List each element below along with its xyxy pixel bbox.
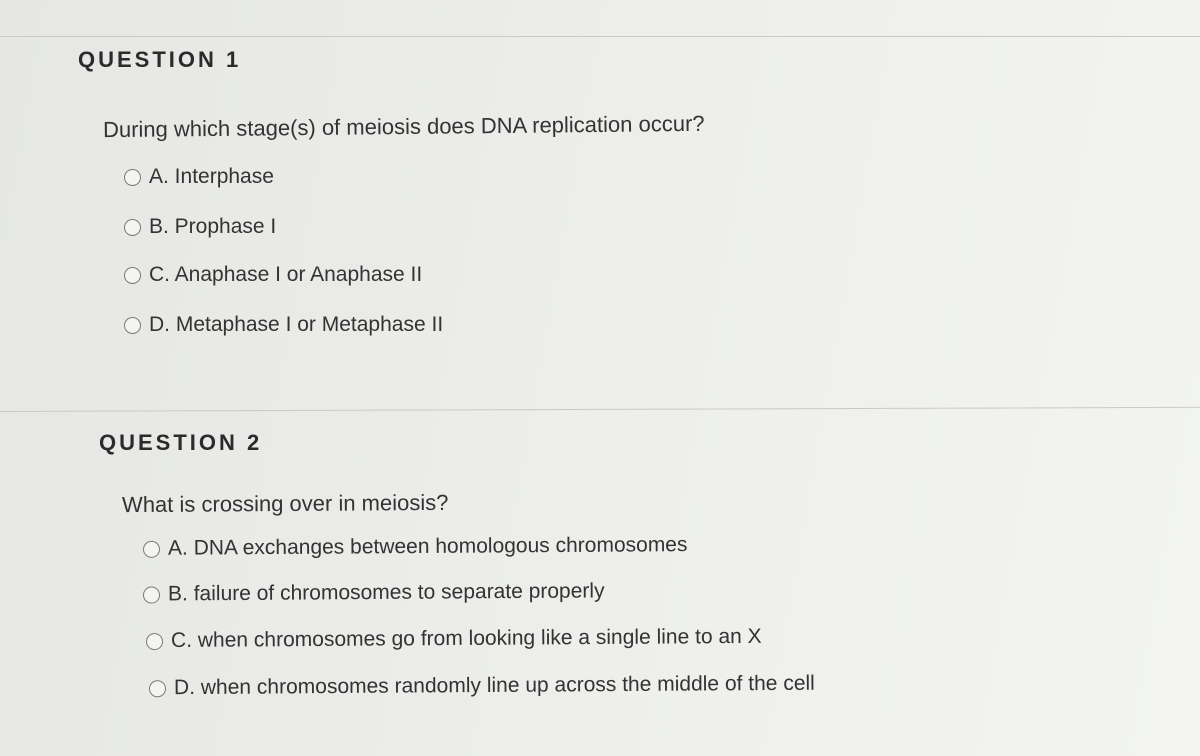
radio-button-icon[interactable] (143, 586, 160, 603)
question-1-option-a[interactable] (124, 165, 274, 189)
option-label: B. failure of chromosomes to separate properly (167, 579, 605, 606)
question-2-option-c[interactable] (146, 625, 762, 653)
option-label: C. when chromosomes go from looking like a single line to an X (170, 624, 762, 652)
question-2-option-b[interactable] (143, 579, 605, 606)
option-label: A. DNA exchanges between homologous chromosomes (167, 533, 688, 560)
option-label: A. Interphase (149, 165, 274, 188)
radio-button-icon[interactable] (146, 633, 163, 650)
option-label: D. when chromosomes randomly line up across the middle of the cell (173, 671, 815, 700)
radio-button-icon[interactable] (124, 317, 141, 334)
question-1-prompt: During which stage(s) of meiosis does DNA replication occur? (102, 110, 705, 143)
question-1-option-c[interactable] (124, 263, 422, 287)
question-2-heading: QUESTION 2 (99, 430, 263, 455)
option-label: D. Metaphase I or Metaphase II (149, 313, 444, 336)
radio-button-icon[interactable] (124, 219, 141, 236)
radio-button-icon[interactable] (124, 267, 141, 284)
question-divider (0, 407, 1200, 412)
question-1-heading: QUESTION 1 (78, 47, 242, 72)
question-2-prompt: What is crossing over in meiosis? (121, 489, 449, 518)
radio-button-icon[interactable] (124, 169, 141, 186)
option-label: B. Prophase I (149, 215, 277, 238)
question-2-option-d[interactable] (149, 672, 815, 701)
top-divider (0, 36, 1200, 37)
question-1-option-d[interactable] (124, 313, 443, 337)
radio-button-icon[interactable] (143, 540, 160, 557)
question-2-option-a[interactable] (143, 533, 688, 561)
radio-button-icon[interactable] (149, 680, 166, 697)
option-label: C. Anaphase I or Anaphase II (149, 263, 423, 286)
question-1-option-b[interactable] (124, 215, 276, 239)
